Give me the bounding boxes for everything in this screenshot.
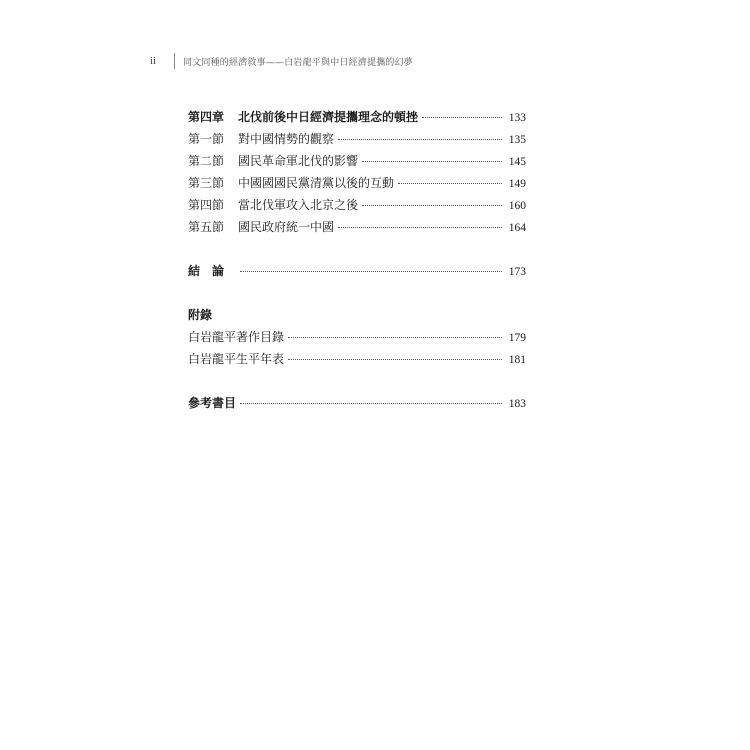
appendix-item-title: 白岩龍平著作目錄 <box>188 330 285 344</box>
chapter-title: 北伐前後中日經濟提攜理念的頓挫 <box>238 110 419 124</box>
conclusion-page-number: 173 <box>508 266 526 278</box>
bibliography-title: 參考書目 <box>188 396 237 410</box>
chapter-label: 第四章 <box>188 110 225 124</box>
dot-leader <box>288 359 502 360</box>
running-header <box>150 52 413 70</box>
dot-leader <box>288 337 502 338</box>
toc-section-row[interactable] <box>188 172 526 194</box>
toc-section-row[interactable] <box>188 194 526 216</box>
bibliography-page-number: 183 <box>508 398 526 410</box>
toc-conclusion-row[interactable] <box>188 260 526 282</box>
toc-chapter-row[interactable] <box>188 106 526 128</box>
dot-leader <box>362 161 502 162</box>
header-divider <box>174 53 175 69</box>
dot-leader <box>422 117 502 118</box>
book-title: 同文同種的經濟敘事——白岩龍平與中日經濟提攜的幻夢 <box>183 57 414 68</box>
section-label: 第二節 <box>188 154 225 168</box>
page-number: ii <box>150 55 157 67</box>
section-page-number: 164 <box>508 222 526 234</box>
dot-leader <box>338 227 502 228</box>
chapter-page-number: 133 <box>508 112 526 124</box>
dot-leader <box>362 205 502 206</box>
section-label: 第五節 <box>188 220 225 234</box>
section-label: 第三節 <box>188 176 225 190</box>
appendix-item-page-number: 181 <box>508 354 526 366</box>
toc-appendix-row[interactable] <box>188 348 526 370</box>
section-title: 對中國情勢的觀察 <box>238 132 335 146</box>
section-page-number: 135 <box>508 134 526 146</box>
spacer <box>188 370 526 392</box>
appendix-heading: 附錄 <box>188 308 213 322</box>
spacer <box>188 282 526 304</box>
spacer <box>188 238 526 260</box>
section-label: 第一節 <box>188 132 225 146</box>
section-title: 國民政府統一中國 <box>238 220 335 234</box>
section-page-number: 145 <box>508 156 526 168</box>
conclusion-label: 結論 <box>188 264 237 278</box>
toc-section-row[interactable] <box>188 150 526 172</box>
appendix-item-page-number: 179 <box>508 332 526 344</box>
toc-section-row[interactable] <box>188 216 526 238</box>
dot-leader <box>398 183 502 184</box>
toc-appendix-row[interactable] <box>188 326 526 348</box>
table-of-contents <box>188 106 526 414</box>
dot-leader <box>240 271 502 272</box>
section-label: 第四節 <box>188 198 225 212</box>
dot-leader <box>240 403 502 404</box>
section-page-number: 160 <box>508 200 526 212</box>
dot-leader <box>338 139 502 140</box>
toc-bibliography-row[interactable] <box>188 392 526 414</box>
section-title: 當北伐軍攻入北京之後 <box>238 198 359 212</box>
section-page-number: 149 <box>508 178 526 190</box>
section-title: 國民革命軍北伐的影響 <box>238 154 359 168</box>
section-title: 中國國國民黨清黨以後的互動 <box>238 176 395 190</box>
toc-section-row[interactable] <box>188 128 526 150</box>
appendix-item-title: 白岩龍平生平年表 <box>188 352 285 366</box>
